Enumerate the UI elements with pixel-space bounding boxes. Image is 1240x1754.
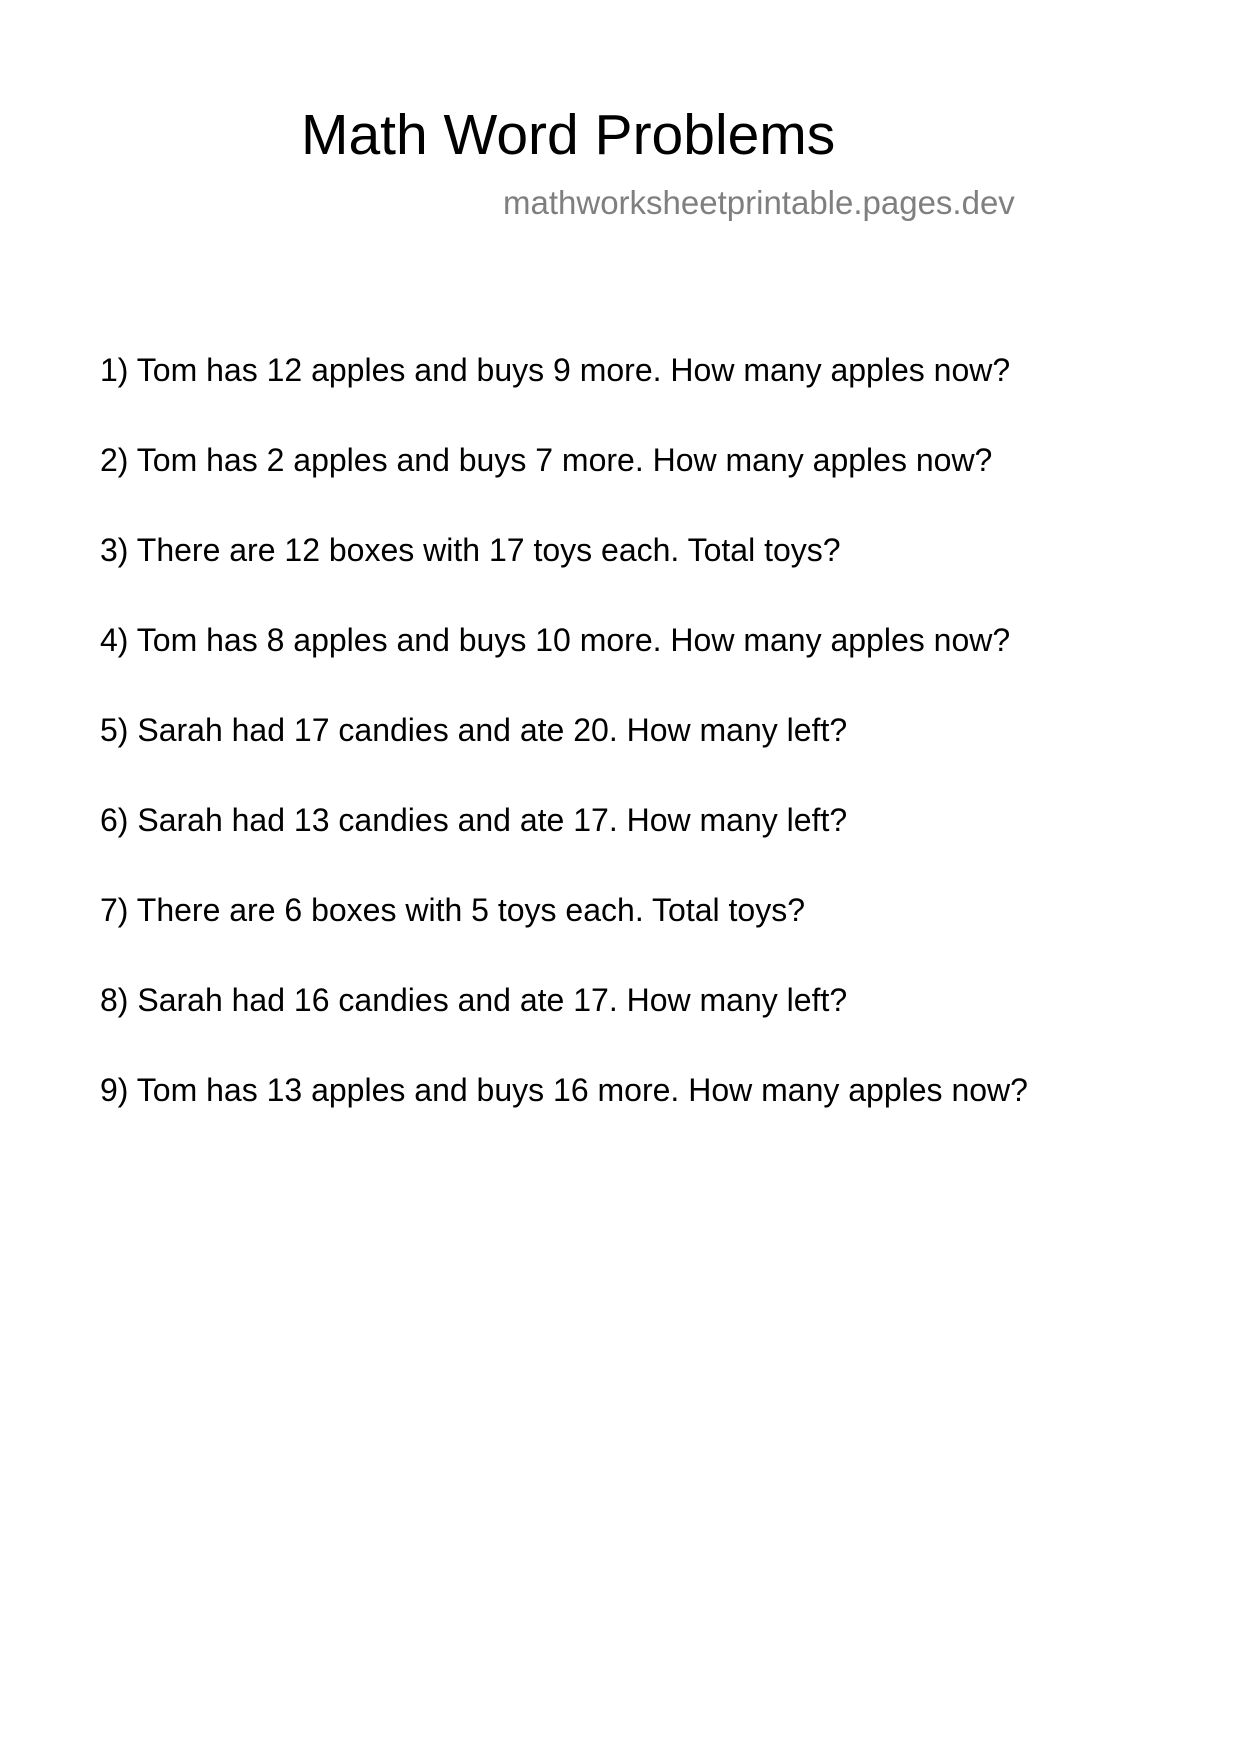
worksheet-title: Math Word Problems: [301, 103, 836, 167]
problem-5: 5) Sarah had 17 candies and ate 20. How many left?: [100, 712, 848, 748]
problem-2: 2) Tom has 2 apples and buys 7 more. How many apples now?: [100, 442, 993, 478]
site-url: mathworksheetprintable.pages.dev: [503, 184, 1015, 221]
problem-4: 4) Tom has 8 apples and buys 10 more. How many apples now?: [100, 622, 1011, 658]
problem-8: 8) Sarah had 16 candies and ate 17. How many left?: [100, 982, 848, 1018]
problem-9: 9) Tom has 13 apples and buys 16 more. How many apples now?: [100, 1072, 1028, 1108]
problem-3: 3) There are 12 boxes with 17 toys each. Total toys?: [100, 532, 841, 568]
problem-6: 6) Sarah had 13 candies and ate 17. How many left?: [100, 802, 848, 838]
problem-list: [100, 350, 1028, 1160]
problem-1: 1) Tom has 12 apples and buys 9 more. How many apples now?: [100, 352, 1011, 388]
problem-7: 7) There are 6 boxes with 5 toys each. Total toys?: [100, 892, 805, 928]
